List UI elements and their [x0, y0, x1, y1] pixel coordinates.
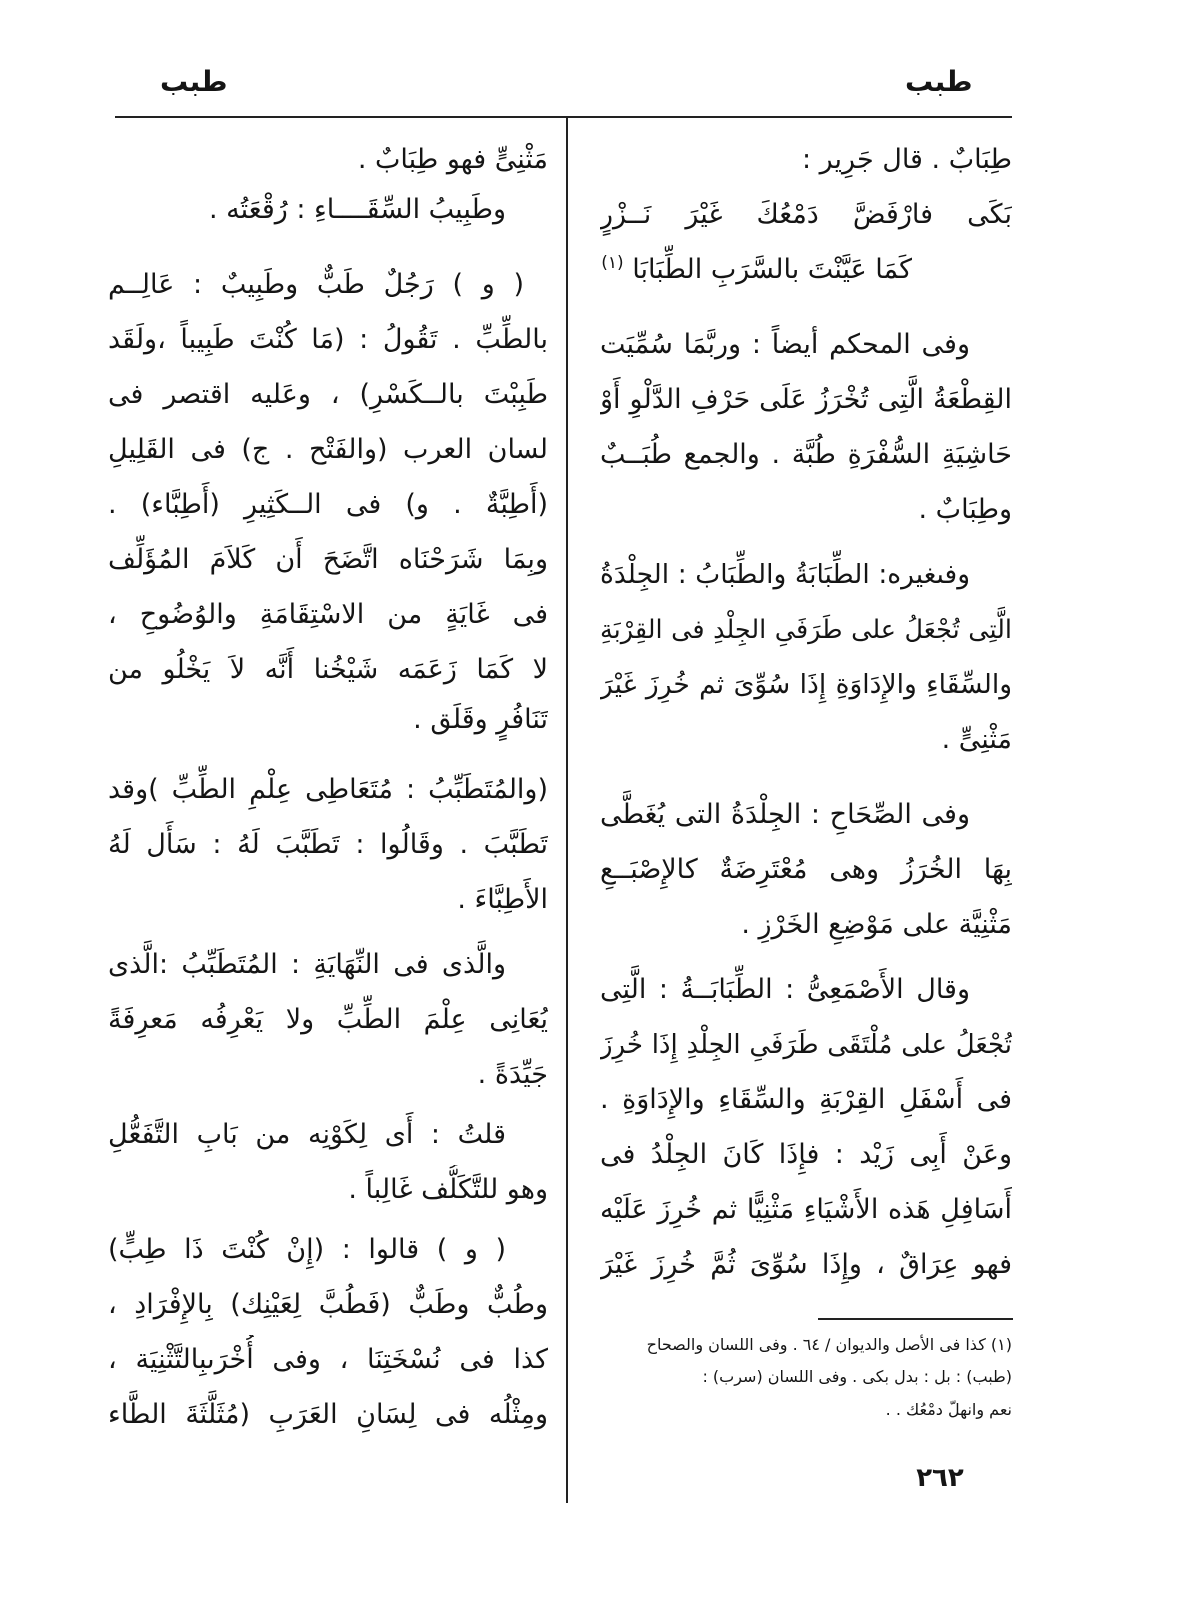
- text-line: وبِمَا شَرَحْنَاه اتَّضَحَ أَن كَلاَمَ المُؤَلِّف: [108, 544, 548, 575]
- running-head-left: طبب: [160, 65, 228, 98]
- text-line: مَثْنِىٍّ .: [941, 724, 1012, 755]
- text-line: (والمُتَطَبِّبُ : مُتَعَاطِى عِلْمِ الطِّبِّ )وقد: [108, 774, 548, 805]
- text-line: وفىغيره: الطِّبَابَةُ والطِّبَابُ : الجِلْدَةُ: [600, 559, 970, 590]
- text-line: فى أَسْفَلِ القِرْبَةِ والسِّقَاءِ والإِدَاوَةِ .: [600, 1084, 1012, 1115]
- text-line: ( و ) رَجُلٌ طَبٌّ وطَبِيبٌ : عَالِــم: [108, 269, 524, 300]
- text-line: بالطِّبِّ . تَقُولُ : (مَا كُنْتَ طَبِيباً ،ولَقَد: [108, 324, 548, 355]
- footnote-line: نعم وانهلّ دمْعُك . .: [885, 1400, 1012, 1419]
- text-line: تَنَافُرٍ وقَلَق .: [413, 704, 548, 735]
- text-line: مَثْنِيَّة على مَوْضِعِ الخَرْزِ .: [741, 909, 1012, 940]
- text-line: (أَطِبَّةٌ . و) فى الــكَثِيرِ (أَطِبَّاء) .: [108, 489, 548, 520]
- text-line: والَّذى فى النِّهَايَةِ : المُتَطَبِّبُ :الَّذى: [108, 949, 506, 980]
- footnote-rule: [818, 1318, 1013, 1320]
- text-line: وطَبِيبُ السِّقَــــاءِ : رُقْعَتُه .: [209, 194, 506, 225]
- footnote-line: (١) كذا فى الأصل والديوان / ٦٤ . وفى اللسان والصحاح: [646, 1335, 1012, 1354]
- text-line: مَثْنِىٍّ فهو طِبَابٌ .: [357, 144, 548, 175]
- running-head-right: طبب: [905, 65, 973, 98]
- page-number: ٢٦٢: [916, 1463, 964, 1493]
- verse-line: بَكَى فارْفَضَّ دَمْعُكَ غَيْرَ نَــزْرٍ: [600, 199, 1012, 230]
- text-line: الأَطِبَّاءَ .: [457, 884, 548, 915]
- text-line: وعَنْ أَبِى زَيْد : فإِذَا كَانَ الجِلْدُ فى: [600, 1139, 1012, 1170]
- verse-text: كَمَا عَيَّنْتَ بالسَّرَبِ الطِّبَابَا: [632, 254, 912, 285]
- text-line: وفى المحكم أيضاً : وربَّمَا سُمِّيَت: [600, 329, 970, 360]
- text-line: لا كَمَا زَعَمَه شَيْخُنا أَنَّه لاَ يَخْلُو من: [108, 654, 548, 685]
- text-line: ومِثْلُه فى لِسَانِ العَرَبِ (مُثَلَّثَةَ الطَّاء: [108, 1399, 548, 1430]
- text-line: والسِّقَاءِ والإِدَاوَةِ إِذَا سُوِّىَ ثم خُرِزَ غَيْرَ: [600, 669, 1012, 700]
- text-line: وطُبٌّ وطَبٌّ (فَطُبَّ لِعَيْنِك) بِالإِفْرَادِ ،: [108, 1289, 548, 1320]
- text-line: حَاشِيَةِ السُّفْرَةِ طُبَّة . والجمع طُبَــبٌ: [600, 439, 1012, 470]
- footnote-line: (طبب) : بل : بدل بكى . وفى اللسان (سرب) :: [702, 1367, 1012, 1386]
- text-line: فهو عِرَاقٌ ، وإِذَا سُوِّىَ ثُمَّ خُرِزَ غَيْرَ: [600, 1249, 1012, 1280]
- text-line: وقال الأَصْمَعِىُّ : الطِّبَابَــةُ : الَّتِى: [600, 974, 970, 1005]
- text-line: لسان العرب (والفَتْح . ج) فى القَلِيلِ: [108, 434, 548, 465]
- text-line: قلتُ : أَى لِكَوْنِه من بَابِ التَّفَعُّلِ: [108, 1119, 506, 1150]
- text-line: طِبَابٌ . قال جَرِير :: [801, 144, 1012, 175]
- text-line: ( و ) قالوا : (إِنْ كُنْتَ ذَا طِبٍّ): [108, 1234, 506, 1265]
- footnote-marker: (١): [601, 253, 624, 273]
- text-line: فى غَايَةٍ من الاسْتِقَامَةِ والوُضُوحِ ،: [108, 599, 548, 630]
- text-line: بِهَا الخُرَزُ وهى مُعْتَرِضَةٌ كالإِصْبَــعِ: [600, 854, 1012, 885]
- text-line: جَيِّدَةً .: [477, 1059, 548, 1090]
- text-line: وهو للتَّكَلُّف غَالِباً .: [348, 1174, 548, 1205]
- text-line: يُعَانِى عِلْمَ الطِّبِّ ولا يَعْرِفُه مَعرِفَةً: [108, 1004, 548, 1035]
- text-line: أَسَافِلِ هَذه الأَشْيَاءِ مَثْنِيًّا ثم خُرِزَ عَلَيْه: [600, 1194, 1012, 1225]
- header-rule: [115, 116, 1012, 118]
- text-line: القِطْعَةُ الَّتِى تُخْرَزُ عَلَى حَرْفِ الدَّلْوِ أَوْ: [600, 384, 1012, 415]
- text-line: وفى الصِّحَاحِ : الجِلْدَةُ التى يُغَطَّى: [600, 799, 970, 830]
- text-line: طَبِبْتَ بالــكَسْرِ) ، وعَليه اقتصر فى: [108, 379, 548, 410]
- text-line: وطِبَابٌ .: [918, 494, 1012, 525]
- verse-line: [600, 245, 1012, 295]
- text-line: تُجْعَلُ على مُلْتَقَى طَرَفَىِ الجِلْدِ إِذَا خُرِزَ: [600, 1030, 1012, 1060]
- text-line: الَّتِى تُجْعَلُ على طَرَفَىِ الجِلْدِ فى القِرْبَةِ: [600, 615, 1012, 645]
- column-divider: [566, 118, 568, 1503]
- text-line: كذا فى نُسْخَتِنَا ، وفى أُخْرَىبِالتَّثْنِيَة ،: [108, 1344, 548, 1375]
- text-line: تَطَبَّبَ . وقَالُوا : تَطَبَّبَ لَهُ : سَأَل لَهُ: [108, 829, 548, 860]
